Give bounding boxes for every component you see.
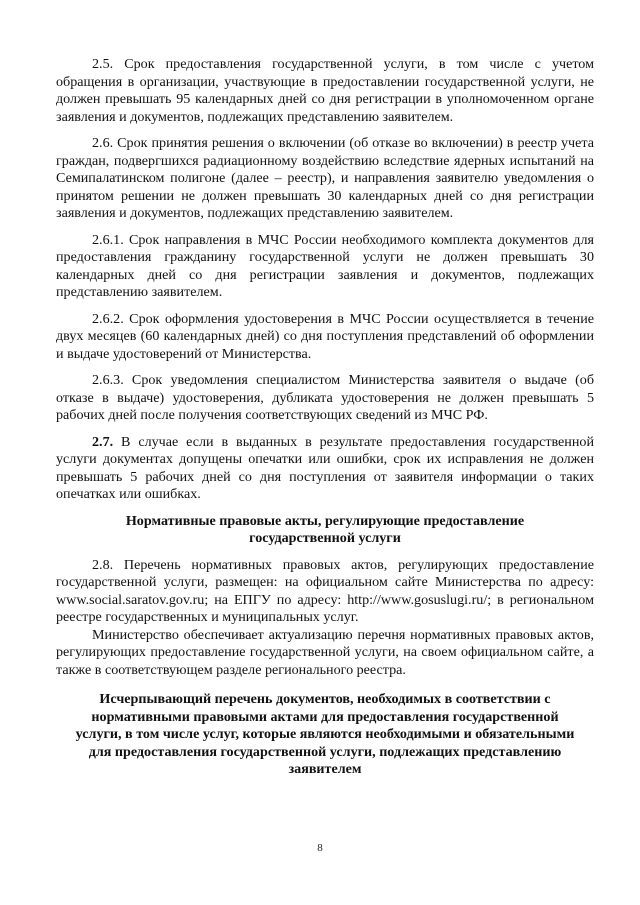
paragraph-2-6-1: 2.6.1. Срок направления в МЧС России необходимого комплекта документов для предоставления гражданину государственной услуги не должен превышать 30 календарных дней со дня регистрации заявления и документов, подлежащих представлению заявителем. bbox=[56, 231, 594, 300]
heading-documents-list: Исчерпывающий перечень документов, необходимых в соответствии с нормативными правовыми актами для предоставления государственной услуги, в том числе услуг, которые являются необходимыми и обязательными для предоставления государственной услуги, подлежащих представлению заявителем bbox=[75, 691, 575, 777]
heading-normative-acts: Нормативные правовые акты, регулирующие предоставление государственной услуги bbox=[125, 512, 525, 546]
paragraph-2-7-number: 2.7. bbox=[92, 433, 114, 450]
page-number: 8 bbox=[317, 842, 323, 854]
paragraph-2-6: 2.6. Срок принятия решения о включении (об отказе во включении) в реестр учета граждан, подвергшихся радиационному воздействию вследствие ядерных испытаний на Семипалатинском полигоне (далее – реестр), и направления заявителю уведомления о принятом решении не должен превышать 30 календарных дней со дня регистрации заявления и документов, подлежащих представлению заявителем. bbox=[56, 135, 594, 221]
paragraph-2-6-2: 2.6.2. Срок оформления удостоверения в МЧС России осуществляется в течение двух месяцев (60 календарных дней) со дня поступления представлений об оформлении и выдаче удостоверений от Министерства. bbox=[56, 310, 594, 362]
paragraph-2-8: 2.8. Перечень нормативных правовых актов, регулирующих предоставление государственной услуги, размещен: на официальном сайте Министерства по адресу: www.social.saratov.gov.ru; на ЕПГУ по адресу: http://www.gosuslugi.ru/; в региональном реестре государственных и муниципальных услуг. bbox=[56, 556, 594, 625]
document-body bbox=[56, 56, 594, 779]
paragraph-2-7-text: В случае если в выданных в результате предоставления государственной услуги документах допущены опечатки или ошибки, срок их исправления не должен превышать 5 рабочих дней со дня поступления от заявителя информации о таких опечатках или ошибках. bbox=[56, 433, 594, 502]
paragraph-ministry-actualization: Министерство обеспечивает актуализацию перечня нормативных правовых актов, регулирующих предоставление государственной услуги, на своем официальном сайте, а также в соответствующем разделе регионального реестра. bbox=[56, 626, 594, 678]
paragraph-2-7 bbox=[56, 434, 594, 504]
paragraph-2-5: 2.5. Срок предоставления государственной услуги, в том числе с учетом обращения в организации, участвующие в предоставлении государственной услуги, не должен превышать 95 календарных дней со дня регистрации в уполномоченном органе заявления и документов, подлежащих представлению заявителем. bbox=[56, 56, 594, 125]
paragraph-2-6-3: 2.6.3. Срок уведомления специалистом Министерства заявителя о выдаче (об отказе в выдаче) удостоверения, дубликата удостоверения не должен превышать 5 рабочих дней после получения соответствующих сведений из МЧС РФ. bbox=[56, 372, 594, 423]
